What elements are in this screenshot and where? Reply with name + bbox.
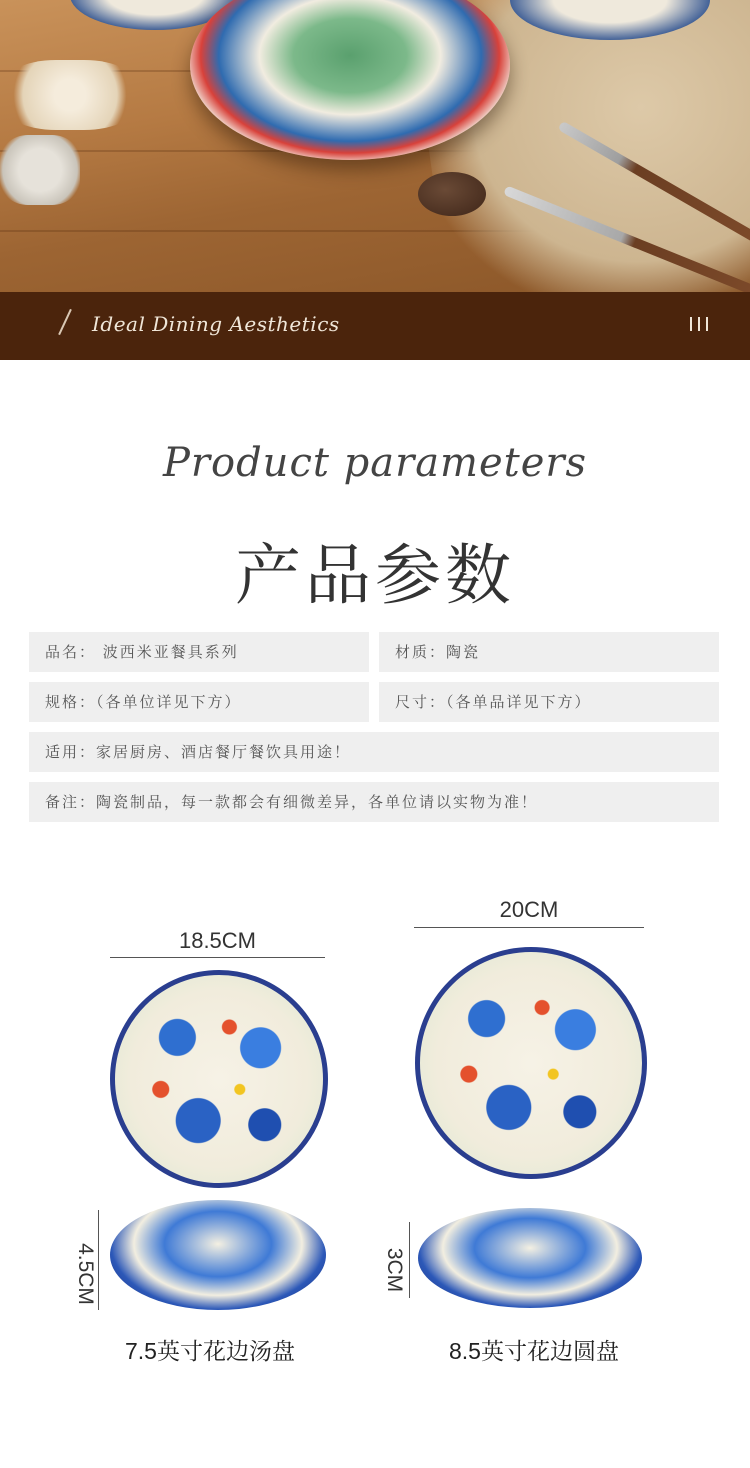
dimension-line (414, 927, 644, 928)
soup-plate-top-photo (110, 970, 328, 1188)
spec-name: 品名： 波西米亚餐具系列 (29, 632, 369, 672)
diameter-label: 18.5CM (178, 928, 257, 953)
spec-size: 尺寸：（各单品详见下方） (379, 682, 719, 722)
spec-material: 材质：陶瓷 (379, 632, 719, 672)
product-caption: 8.5英寸花边圆盘 (449, 1338, 619, 1364)
hero-photo (0, 0, 750, 292)
coaster (418, 172, 486, 216)
round-plate-side-photo (418, 1208, 642, 1308)
height-label: 4.5CM (74, 1243, 97, 1305)
brand-banner (0, 292, 750, 360)
round-plate-top-photo (415, 947, 647, 1179)
section-subtitle: Product parameters (162, 440, 588, 486)
diameter-label: 20CM (499, 897, 559, 922)
banner-tagline: Ideal Dining Aesthetics (92, 312, 340, 336)
section-title: 产品参数 (235, 537, 515, 614)
spec-usage: 适用：家居厨房、酒店餐厅餐饮具用途！ (29, 732, 719, 772)
spec-spec: 规格：（各单位详见下方） (29, 682, 369, 722)
dimension-line (98, 1210, 99, 1310)
product-caption: 7.5英寸花边汤盘 (125, 1338, 295, 1364)
dimension-line (409, 1222, 410, 1298)
slash-decoration (58, 309, 72, 335)
soup-plate-side-photo (110, 1200, 326, 1310)
coral-decoration (0, 60, 140, 130)
bars-icon (690, 317, 710, 335)
stone-decoration (0, 135, 80, 205)
spec-note: 备注：陶瓷制品，每一款都会有细微差异，各单位请以实物为准！ (29, 782, 719, 822)
height-label: 3CM (383, 1247, 406, 1293)
dimension-line (110, 957, 325, 958)
